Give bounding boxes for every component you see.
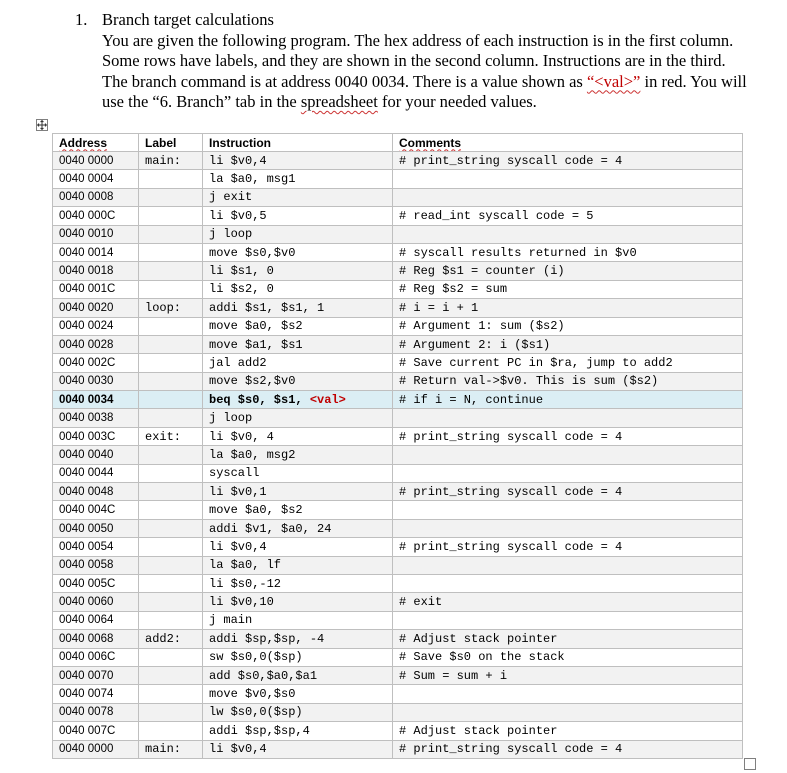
cell-address: 0040 0060 (53, 593, 139, 611)
table-row (53, 666, 743, 684)
cell-address: 0040 0040 (53, 446, 139, 464)
table-row (53, 648, 743, 666)
cell-address: 0040 0004 (53, 170, 139, 188)
cell-address: 0040 0034 (53, 391, 139, 409)
val-placeholder: “<val>” (586, 71, 641, 91)
cell-label (139, 372, 203, 390)
cell-comment (393, 464, 743, 482)
cell-address: 0040 0018 (53, 262, 139, 280)
question-para-2c: for your needed values. (381, 92, 537, 111)
cell-instruction: la $a0, msg2 (203, 446, 393, 464)
cell-instruction: add $s0,$a0,$a1 (203, 666, 393, 684)
cell-label: add2: (139, 630, 203, 648)
table-move-handle[interactable] (36, 119, 48, 131)
cell-label (139, 501, 203, 519)
cell-comment (393, 409, 743, 427)
cell-instruction: addi $v1, $a0, 24 (203, 519, 393, 537)
cell-instruction: move $a1, $s1 (203, 335, 393, 353)
cell-comment (393, 556, 743, 574)
question-para-1: You are given the following program. The hex address of each instruction is in the first column. Some rows have labels, and they are shown in the second column. Instructions are in the third. (102, 30, 734, 70)
table-row (53, 574, 743, 592)
cell-instruction: li $v0,1 (203, 483, 393, 501)
move-cross-icon (37, 120, 47, 130)
cell-label (139, 317, 203, 335)
cell-address: 0040 0068 (53, 630, 139, 648)
cell-instruction: syscall (203, 464, 393, 482)
branch-val-placeholder: <val> (309, 392, 346, 407)
cell-address: 0040 0038 (53, 409, 139, 427)
table-row (53, 188, 743, 206)
header-address: Address (53, 134, 139, 152)
cell-label (139, 243, 203, 261)
cell-instruction: move $v0,$s0 (203, 685, 393, 703)
cell-instruction: la $a0, lf (203, 556, 393, 574)
header-label: Label (139, 134, 203, 152)
table-row (53, 207, 743, 225)
cell-label: main: (139, 152, 203, 170)
cell-instruction: move $s2,$v0 (203, 372, 393, 390)
cell-address: 0040 0044 (53, 464, 139, 482)
header-comments: Comments (393, 134, 743, 152)
cell-address: 0040 0010 (53, 225, 139, 243)
table-row (53, 519, 743, 537)
cell-comment: # print_string syscall code = 4 (393, 483, 743, 501)
cell-label (139, 409, 203, 427)
cell-address: 0040 0070 (53, 666, 139, 684)
cell-address: 0040 0000 (53, 740, 139, 758)
question-title: Branch target calculations (102, 10, 274, 29)
cell-address: 0040 0030 (53, 372, 139, 390)
table-resize-handle[interactable] (744, 758, 756, 770)
cell-comment: # Sum = sum + i (393, 666, 743, 684)
cell-comment (393, 225, 743, 243)
cell-label (139, 483, 203, 501)
cell-comment (393, 703, 743, 721)
cell-instruction: li $s1, 0 (203, 262, 393, 280)
cell-address: 0040 002C (53, 354, 139, 372)
table-row (53, 170, 743, 188)
cell-comment: # read_int syscall code = 5 (393, 207, 743, 225)
cell-address: 0040 000C (53, 207, 139, 225)
table-row (53, 317, 743, 335)
cell-label (139, 685, 203, 703)
cell-instruction: la $a0, msg1 (203, 170, 393, 188)
cell-comment: # Reg $s1 = counter (i) (393, 262, 743, 280)
cell-label (139, 574, 203, 592)
cell-instruction: li $v0,5 (203, 207, 393, 225)
question-para-2a: The branch command is at address 0040 0034. There is a value shown as (102, 71, 583, 91)
cell-label (139, 666, 203, 684)
table-row (53, 685, 743, 703)
cell-instruction: beq $s0, $s1, <val> (203, 391, 393, 409)
cell-instruction: sw $s0,0($sp) (203, 648, 393, 666)
cell-instruction: addi $sp,$sp,4 (203, 722, 393, 740)
table-row (53, 409, 743, 427)
table-row (53, 446, 743, 464)
table-row (53, 593, 743, 611)
cell-comment: # Argument 1: sum ($s2) (393, 317, 743, 335)
table-row (53, 335, 743, 353)
table-row (53, 372, 743, 390)
cell-label (139, 464, 203, 482)
cell-comment (393, 574, 743, 592)
cell-instruction: li $s2, 0 (203, 280, 393, 298)
cell-instruction: j loop (203, 409, 393, 427)
cell-instruction: move $a0, $s2 (203, 317, 393, 335)
table-row (53, 556, 743, 574)
cell-instruction: addi $sp,$sp, -4 (203, 630, 393, 648)
cell-comment (393, 519, 743, 537)
cell-address: 0040 0014 (53, 243, 139, 261)
cell-comment: # Reg $s2 = sum (393, 280, 743, 298)
cell-label (139, 188, 203, 206)
cell-address: 0040 001C (53, 280, 139, 298)
cell-address: 0040 007C (53, 722, 139, 740)
cell-label (139, 446, 203, 464)
cell-label: exit: (139, 427, 203, 445)
question-para-2b: in red. You will use the “6. Branch” tab in the (102, 71, 747, 111)
cell-instruction: j main (203, 611, 393, 629)
cell-address: 0040 0048 (53, 483, 139, 501)
cell-label (139, 354, 203, 372)
cell-instruction: jal add2 (203, 354, 393, 372)
cell-instruction: lw $s0,0($sp) (203, 703, 393, 721)
cell-instruction: li $s0,-12 (203, 574, 393, 592)
cell-instruction: j loop (203, 225, 393, 243)
cell-address: 0040 0078 (53, 703, 139, 721)
cell-instruction: j exit (203, 188, 393, 206)
cell-address: 0040 0028 (53, 335, 139, 353)
cell-label (139, 391, 203, 409)
cell-label (139, 703, 203, 721)
program-table (52, 133, 743, 759)
cell-address: 0040 003C (53, 427, 139, 445)
table-row (53, 280, 743, 298)
table-row (53, 299, 743, 317)
table-row (53, 243, 743, 261)
cell-comment: # Return val->$v0. This is sum ($s2) (393, 372, 743, 390)
cell-comment (393, 446, 743, 464)
cell-instruction: move $a0, $s2 (203, 501, 393, 519)
table-row (53, 501, 743, 519)
cell-label (139, 648, 203, 666)
table-row (53, 722, 743, 740)
cell-comment: # Adjust stack pointer (393, 722, 743, 740)
table-row (53, 538, 743, 556)
cell-address: 0040 0054 (53, 538, 139, 556)
table-row (53, 464, 743, 482)
cell-label (139, 225, 203, 243)
cell-comment: # exit (393, 593, 743, 611)
cell-comment: # Save $s0 on the stack (393, 648, 743, 666)
cell-comment: # Save current PC in $ra, jump to add2 (393, 354, 743, 372)
cell-instruction: li $v0,10 (203, 593, 393, 611)
cell-comment: # print_string syscall code = 4 (393, 538, 743, 556)
question-body (102, 31, 755, 113)
cell-address: 0040 0008 (53, 188, 139, 206)
cell-instruction: li $v0, 4 (203, 427, 393, 445)
cell-instruction: addi $s1, $s1, 1 (203, 299, 393, 317)
cell-comment (393, 501, 743, 519)
cell-comment: # Adjust stack pointer (393, 630, 743, 648)
table-row (53, 611, 743, 629)
table-header-row (53, 134, 743, 152)
cell-label (139, 335, 203, 353)
cell-comment (393, 188, 743, 206)
table-row (53, 152, 743, 170)
cell-address: 0040 0064 (53, 611, 139, 629)
cell-address: 0040 0074 (53, 685, 139, 703)
cell-instruction: li $v0,4 (203, 152, 393, 170)
cell-label (139, 280, 203, 298)
cell-instruction: li $v0,4 (203, 740, 393, 758)
cell-label (139, 538, 203, 556)
table-row (53, 391, 743, 409)
cell-label (139, 170, 203, 188)
table-row (53, 354, 743, 372)
question-number: 1. (75, 10, 88, 29)
cell-address: 0040 0024 (53, 317, 139, 335)
header-instruction: Instruction (203, 134, 393, 152)
cell-address: 0040 0050 (53, 519, 139, 537)
table-row (53, 225, 743, 243)
cell-comment (393, 611, 743, 629)
cell-comment: # i = i + 1 (393, 299, 743, 317)
cell-label (139, 722, 203, 740)
cell-comment (393, 685, 743, 703)
table-row (53, 483, 743, 501)
cell-address: 0040 004C (53, 501, 139, 519)
cell-comment: # print_string syscall code = 4 (393, 427, 743, 445)
cell-comment: # syscall results returned in $v0 (393, 243, 743, 261)
cell-label: main: (139, 740, 203, 758)
cell-comment: # if i = N, continue (393, 391, 743, 409)
cell-label (139, 262, 203, 280)
cell-address: 0040 005C (53, 574, 139, 592)
cell-comment: # print_string syscall code = 4 (393, 152, 743, 170)
table-row (53, 427, 743, 445)
cell-address: 0040 0058 (53, 556, 139, 574)
cell-address: 0040 0020 (53, 299, 139, 317)
table-row (53, 630, 743, 648)
cell-label: loop: (139, 299, 203, 317)
cell-label (139, 207, 203, 225)
table-row (53, 703, 743, 721)
question-block (75, 10, 755, 113)
cell-comment: # Argument 2: i ($s1) (393, 335, 743, 353)
table-row (53, 262, 743, 280)
cell-label (139, 556, 203, 574)
cell-address: 0040 006C (53, 648, 139, 666)
cell-comment: # print_string syscall code = 4 (393, 740, 743, 758)
cell-instruction: move $s0,$v0 (203, 243, 393, 261)
cell-instruction: li $v0,4 (203, 538, 393, 556)
cell-label (139, 611, 203, 629)
cell-address: 0040 0000 (53, 152, 139, 170)
table-row (53, 740, 743, 758)
spreadsheet-word: spreadsheet (300, 92, 378, 111)
cell-label (139, 593, 203, 611)
cell-comment (393, 170, 743, 188)
cell-label (139, 519, 203, 537)
